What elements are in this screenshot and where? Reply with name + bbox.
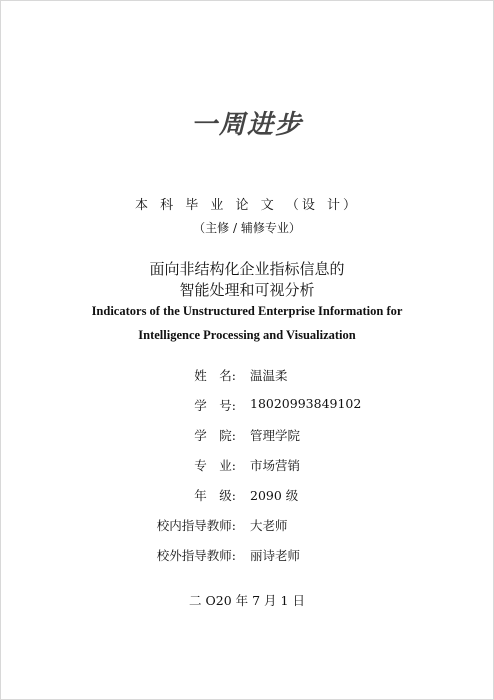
title-en-line-2: Intelligence Processing and Visualization	[138, 328, 356, 342]
grade-value: 2090 级	[250, 488, 299, 503]
college-value: 管理学院	[250, 428, 301, 443]
major-value: 市场营销	[250, 458, 301, 473]
info-row-student-id	[0, 396, 494, 426]
major-label: 专 业:	[194, 458, 236, 473]
logo: 一周进步	[190, 110, 303, 140]
major-note: （主修 / 辅修专业）	[193, 221, 301, 235]
title-cn-line-1: 面向非结构化企业指标信息的	[149, 260, 345, 278]
info-row-internal-advisor	[0, 516, 494, 546]
student-id-label: 学 号:	[194, 398, 236, 413]
title-cn-line-2: 智能处理和可视分析	[179, 281, 315, 299]
info-row-major	[0, 456, 494, 486]
info-row-name	[0, 366, 494, 396]
info-table	[0, 366, 494, 576]
info-row-college	[0, 426, 494, 456]
internal-advisor-label: 校内指导教师:	[156, 518, 236, 533]
info-row-grade	[0, 486, 494, 516]
info-row-external-advisor	[0, 546, 494, 576]
student-id-value: 18020993849102	[250, 396, 362, 411]
submission-date: 二 O20 年 7 月 1 日	[189, 593, 305, 608]
internal-advisor-value: 大老师	[250, 518, 288, 533]
external-advisor-value: 丽诗老师	[250, 548, 301, 563]
name-label: 姓 名:	[194, 368, 236, 383]
name-value: 温温柔	[250, 368, 288, 383]
title-en-line-1: Indicators of the Unstructured Enterprise Information for	[91, 304, 403, 318]
college-label: 学 院:	[194, 428, 236, 443]
thesis-type: 本 科 毕 业 论 文 （设 计）	[135, 198, 359, 213]
grade-label: 年 级:	[194, 488, 236, 503]
external-advisor-label: 校外指导教师:	[156, 548, 236, 563]
